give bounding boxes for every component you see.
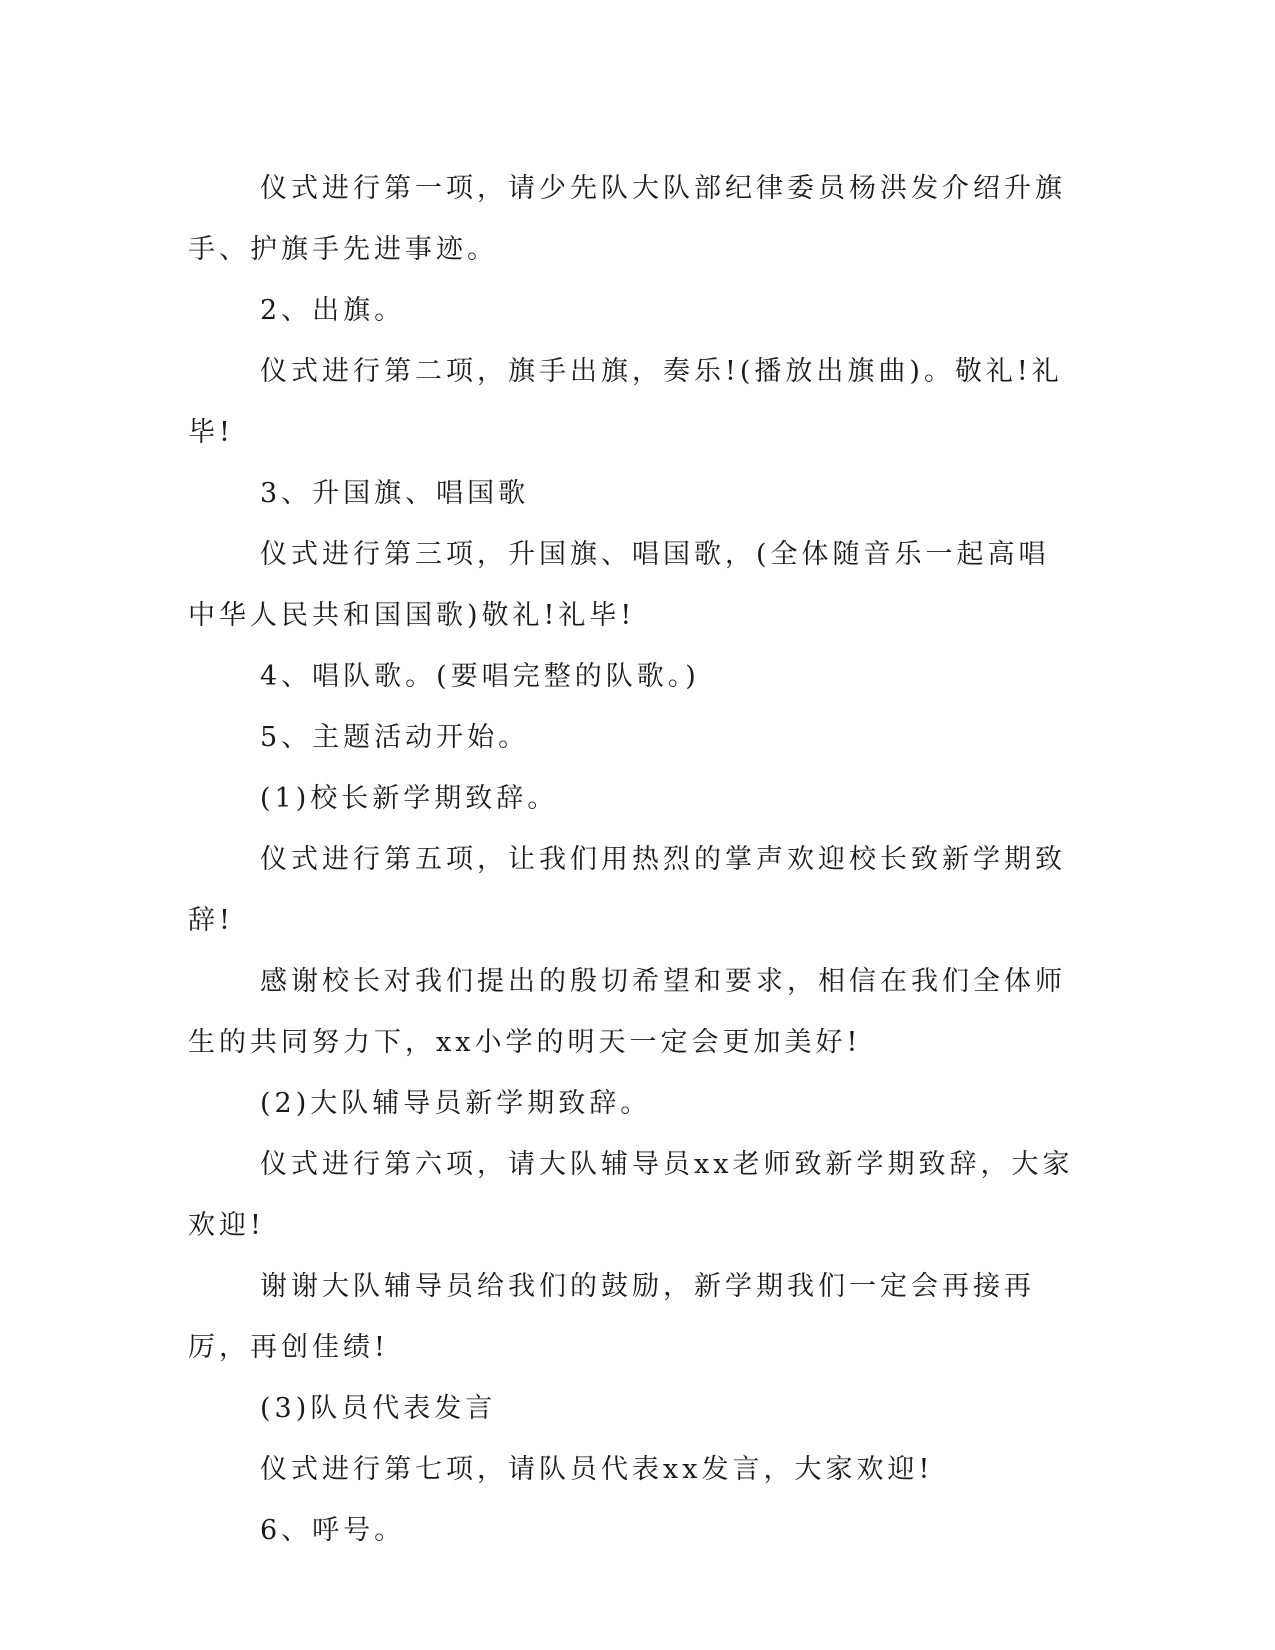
- paragraph: 仪式进行第二项，旗手出旗，奏乐!(播放出旗曲)。敬礼!礼毕!: [188, 356, 1063, 448]
- paragraph: 4、唱队歌。(要唱完整的队歌。): [260, 661, 700, 692]
- paragraph: 仪式进行第一项，请少先队大队部纪律委员杨洪发介绍升旗手、护旗手先进事迹。: [188, 173, 1066, 265]
- paragraph: 谢谢大队辅导员给我们的鼓励，新学期我们一定会再接再厉，再创佳绩!: [188, 1271, 1035, 1363]
- paragraph: 仪式进行第六项，请大队辅导员xx老师致新学期致辞，大家欢迎!: [188, 1149, 1074, 1241]
- paragraph: 3、升国旗、唱国歌: [260, 478, 530, 509]
- paragraph: 6、呼号。: [260, 1515, 406, 1546]
- paragraph: 2、出旗。: [260, 295, 406, 326]
- paragraph: 5、主题活动开始。: [260, 722, 530, 753]
- paragraph: (3)队员代表发言: [260, 1393, 497, 1424]
- paragraph: 感谢校长对我们提出的殷切希望和要求，相信在我们全体师生的共同努力下，xx小学的明天一定会更加美好!: [188, 966, 1066, 1058]
- paragraph: 仪式进行第五项，让我们用热烈的掌声欢迎校长致新学期致辞!: [188, 844, 1066, 936]
- paragraph: (1)校长新学期致辞。: [260, 783, 559, 814]
- paragraph: 仪式进行第七项，请队员代表xx发言，大家欢迎!: [260, 1454, 934, 1485]
- document-page: [188, 158, 1074, 1561]
- paragraph: (2)大队辅导员新学期致辞。: [260, 1088, 652, 1119]
- paragraph: 仪式进行第三项，升国旗、唱国歌，(全体随音乐一起高唱中华人民共和国国歌)敬礼!礼毕!: [188, 539, 1050, 631]
